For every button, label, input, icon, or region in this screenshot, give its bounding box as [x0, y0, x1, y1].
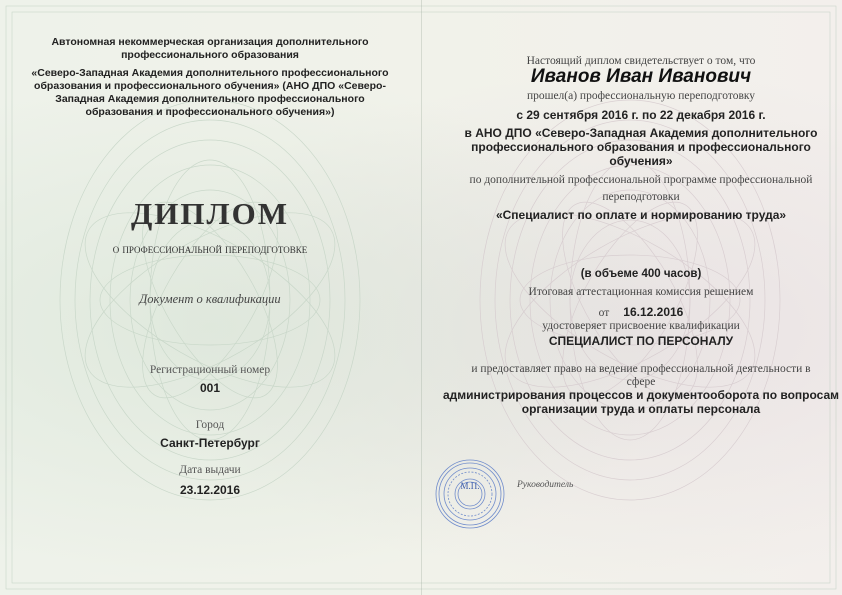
holder-name: Иванов Иван Иванович	[530, 66, 752, 87]
organization-name: Автономная некоммерческая организация дополнительного профессионального образования	[51, 36, 369, 61]
registration-number-label: Регистрационный номер	[149, 364, 271, 376]
commission-decision-text: Итоговая аттестационная комиссия решением	[528, 286, 754, 298]
decision-date-label: от	[598, 307, 610, 319]
head-signature-label: Руководитель	[517, 480, 574, 490]
registration-number: 001	[199, 381, 221, 395]
document-subtitle: о профессиональной переподготовке	[112, 242, 308, 256]
document-type: Документ о квалификации	[139, 292, 281, 306]
document-title: ДИПЛОМ	[130, 196, 290, 231]
stamp-seal-icon	[434, 458, 506, 530]
decision-date-row	[461, 303, 821, 321]
city-label: Город	[195, 419, 225, 431]
stamp-label: М.П.	[460, 481, 480, 491]
grants-right-text: и предоставляет право на ведение профессиональной деятельности в сфере	[471, 363, 811, 388]
passed-retraining-text: прошел(а) профессиональную переподготовку	[526, 90, 756, 102]
training-organization: в АНО ДПО «Северо-Западная Академия дополнительного профессионального образования и профессионального обучения»	[464, 126, 818, 168]
decision-date: 16.12.2016	[623, 305, 684, 319]
qualification-title: СПЕЦИАЛИСТ ПО ПЕРСОНАЛУ	[548, 334, 734, 348]
issue-date-label: Дата выдачи	[179, 464, 241, 476]
organization-full-name: «Северо-Западная Академия дополнительного профессионального образования и профессионального обучения» (АНО ДПО «Северо-Западная Академия дополнительного профессионального образования и профессионального обучения»)	[31, 67, 389, 118]
qualification-confirm-text: удостоверяет присвоение квалификации	[542, 320, 740, 332]
training-period: с 29 сентября 2016 г. по 22 декабря 2016 г.	[516, 108, 766, 122]
program-label: по дополнительной профессиональной программе профессиональной переподготовки	[469, 174, 813, 203]
program-name: «Специалист по оплате и нормированию труда»	[495, 208, 787, 222]
issue-date: 23.12.2016	[179, 483, 241, 497]
city-value: Санкт-Петербург	[160, 436, 260, 450]
certifies-text: Настоящий диплом свидетельствует о том, что	[526, 55, 756, 67]
professional-field: администрирования процессов и документооборота по вопросам организации труда и оплаты персонала	[442, 388, 840, 416]
program-hours: (в объеме 400 часов)	[580, 268, 702, 280]
